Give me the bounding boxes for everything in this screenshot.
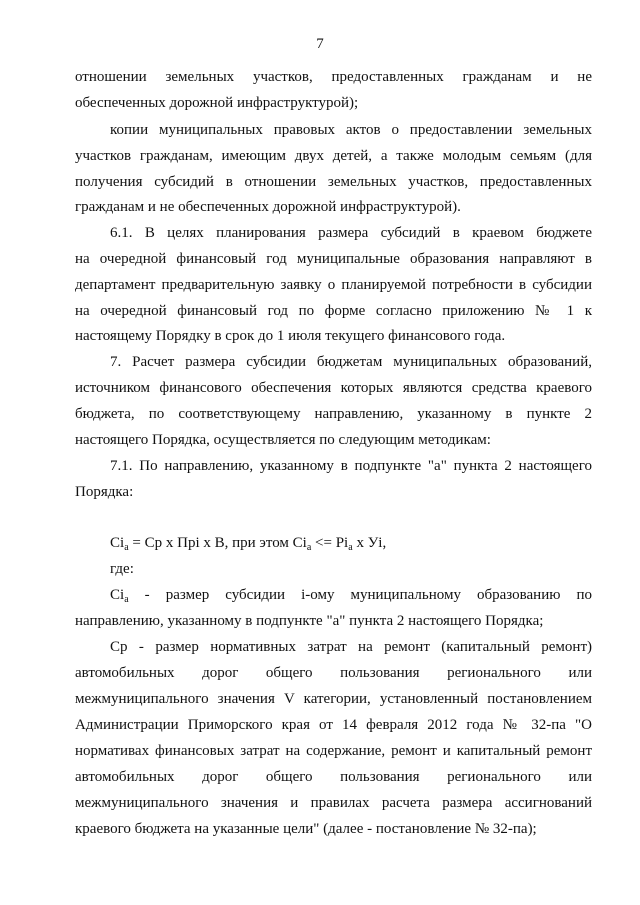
- paragraph-line: нормативах финансовых затрат на содержание, ремонт и капитальный ремонт: [75, 743, 592, 759]
- paragraph-line: на очередной финансовый год по форме согласно приложению № 1 к: [75, 303, 592, 319]
- paragraph-line: 7. Расчет размера субсидии бюджетам муниципальных образований,: [110, 354, 592, 370]
- paragraph-line: гражданам и не обеспеченных дорожной инфраструктурой).: [75, 199, 461, 215]
- formula: $Ci_a$ = Ср х Прi х В, при этом $Ci_a <= Рi_a$ х Уi,: [110, 535, 387, 553]
- paragraph-line: Ср - размер нормативных затрат на ремонт (капитальный ремонт): [110, 639, 592, 655]
- paragraph-line: настоящему Порядку в срок до 1 июля текущего финансового года.: [75, 328, 506, 344]
- paragraph-line: где:: [110, 561, 134, 577]
- paragraph-line: межмуниципального значения V категории, установленный постановлением: [75, 691, 592, 707]
- paragraph-line: 6.1. В целях планирования размера субсидий в краевом бюджете: [110, 225, 592, 241]
- paragraph-line: источником финансового обеспечения которых являются средства краевого: [75, 380, 592, 396]
- paragraph-line: настоящего Порядка, осуществляется по следующим методикам:: [75, 432, 491, 448]
- ci-definition: $Ci_a$ - размер субсидии i-ому муниципальному образованию по: [110, 587, 592, 605]
- paragraph-line: бюджета, по соответствующему направлению, указанному в пункте 2: [75, 406, 592, 422]
- paragraph-line: отношении земельных участков, предоставленных гражданам и не: [75, 69, 592, 85]
- paragraph-line: на очередной финансовый год муниципальные образования направляют в: [75, 251, 592, 267]
- paragraph-line: обеспеченных дорожной инфраструктурой);: [75, 95, 359, 111]
- paragraph-line: межмуниципального значения и правилах расчета размера ассигнований: [75, 795, 592, 811]
- paragraph-line: получения субсидий в отношении земельных участков, предоставленных: [75, 174, 592, 190]
- paragraph-line: участков гражданам, имеющим двух детей, а также молодым семьям (для: [75, 148, 592, 164]
- paragraph-line: автомобильных дорог общего пользования регионального или: [75, 665, 592, 681]
- page-number: 7: [316, 36, 324, 52]
- paragraph-line: автомобильных дорог общего пользования регионального или: [75, 769, 592, 785]
- paragraph-line: краевого бюджета на указанные цели" (далее - постановление № 32-па);: [75, 821, 537, 837]
- paragraph-line: копии муниципальных правовых актов о предоставлении земельных: [110, 122, 592, 138]
- paragraph-line: Порядка:: [75, 484, 134, 500]
- paragraph-line: Администрации Приморского края от 14 февраля 2012 года № 32-па "О: [75, 717, 592, 733]
- paragraph-line: департамент предварительную заявку о планируемой потребности в субсидии: [75, 277, 592, 293]
- paragraph-line: 7.1. По направлению, указанному в подпункте "а" пункта 2 настоящего: [110, 458, 592, 474]
- paragraph-line: направлению, указанному в подпункте "а" пункта 2 настоящего Порядка;: [75, 613, 544, 629]
